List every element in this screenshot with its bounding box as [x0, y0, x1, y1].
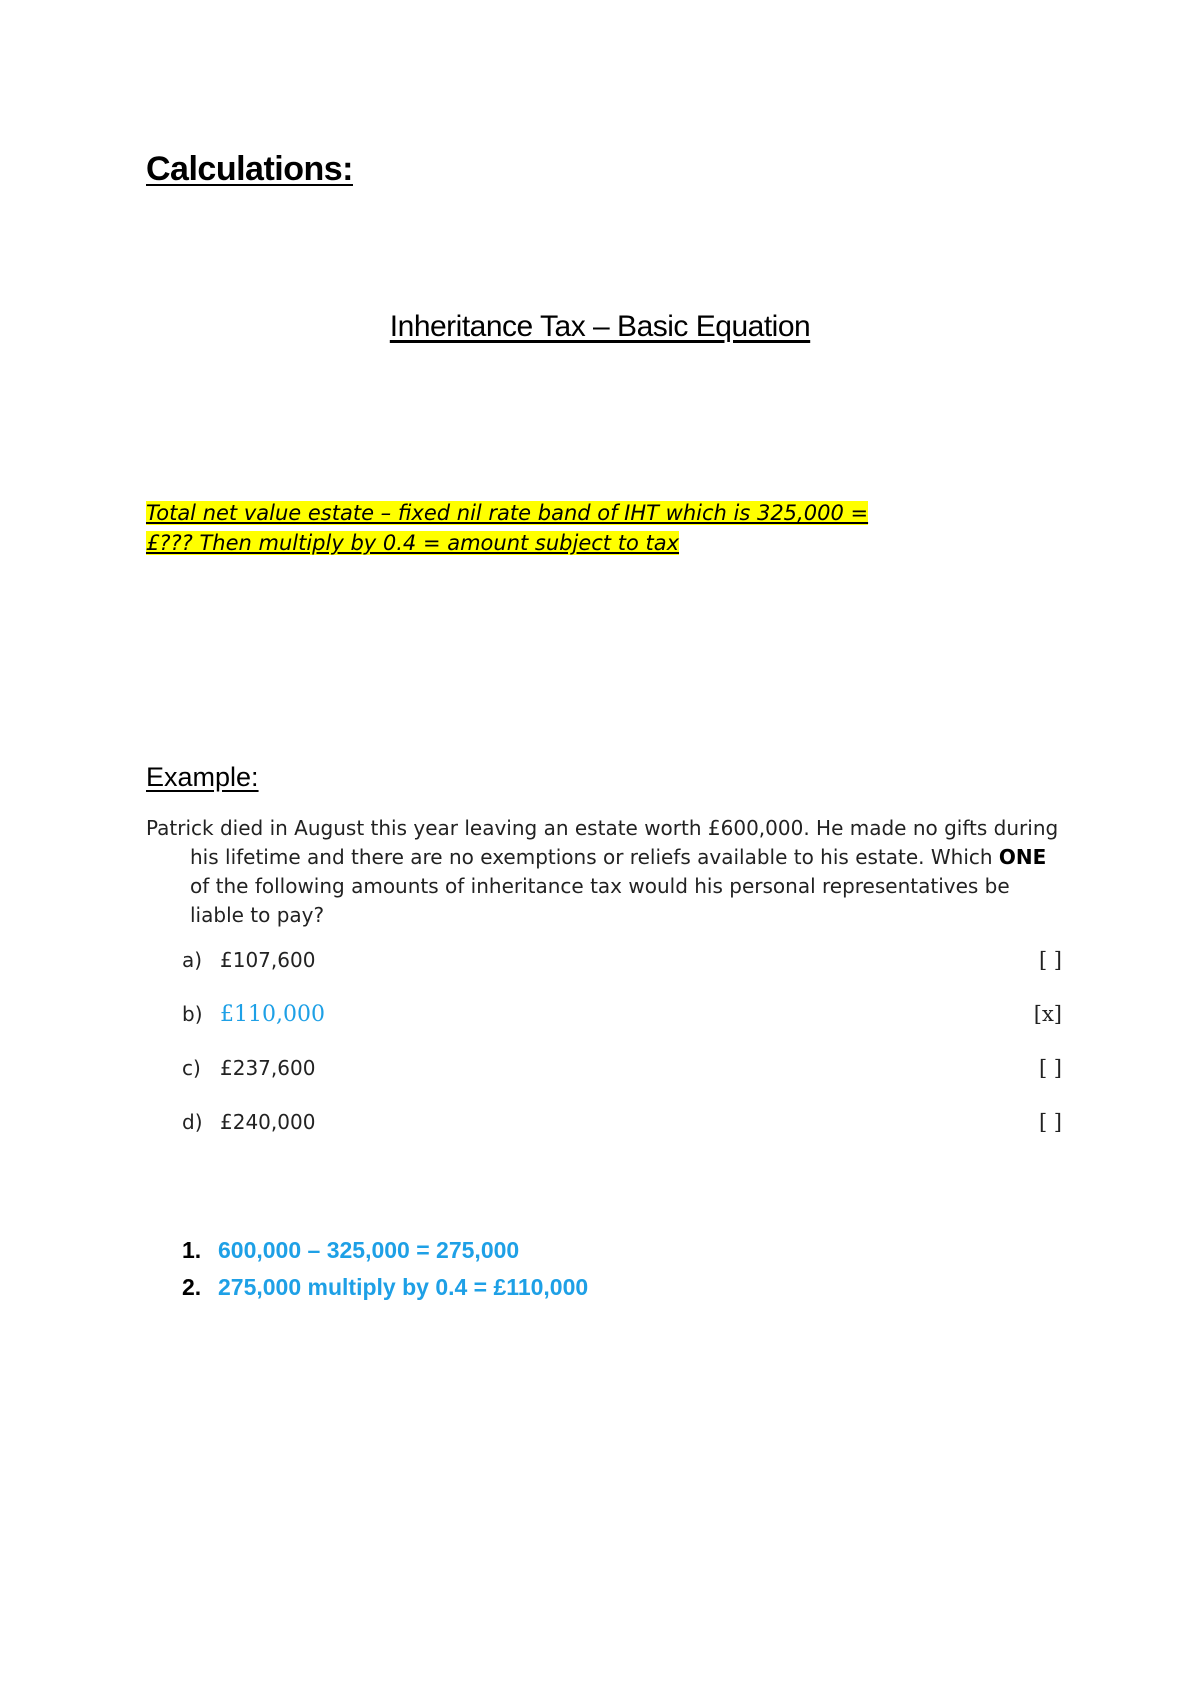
- option-value: £237,600: [220, 1056, 316, 1080]
- option-b: [182, 999, 1062, 1053]
- question-emphasis: ONE: [998, 845, 1047, 869]
- option-value: £240,000: [220, 1110, 316, 1134]
- option-letter: d): [182, 1110, 203, 1134]
- option-a: [182, 945, 1062, 999]
- page-title: Calculations:: [146, 150, 353, 188]
- step-text: 275,000 multiply by 0.4 = £110,000: [218, 1274, 589, 1300]
- option-value-correct: £110,000: [220, 1002, 325, 1027]
- option-value: £107,600: [220, 948, 316, 972]
- calculation-step: [182, 1232, 588, 1269]
- option-c: [182, 1053, 1062, 1107]
- formula-line-2: £??? Then multiply by 0.4 = amount subject to tax: [146, 531, 680, 555]
- calculation-step: [182, 1269, 588, 1306]
- section-title: Inheritance Tax – Basic Equation: [389, 310, 811, 343]
- step-number: 2.: [182, 1274, 202, 1300]
- calculation-steps: [182, 1232, 588, 1306]
- question-text: [146, 814, 1066, 930]
- option-letter: a): [182, 948, 203, 972]
- example-heading: Example:: [146, 762, 259, 792]
- option-checkbox: [ ]: [1038, 1110, 1062, 1134]
- option-letter: c): [182, 1056, 201, 1080]
- step-number: 1.: [182, 1237, 202, 1263]
- option-letter: b): [182, 1002, 203, 1026]
- formula-text: [146, 498, 1046, 558]
- option-checkbox: [ ]: [1038, 1056, 1062, 1080]
- option-checkbox-checked: [x]: [1033, 1002, 1062, 1026]
- question-part-2: of the following amounts of inheritance tax would his personal representatives be liable to pay?: [190, 874, 1010, 927]
- step-text: 600,000 – 325,000 = 275,000: [218, 1237, 520, 1263]
- option-checkbox: [ ]: [1038, 948, 1062, 972]
- question-part-1: Patrick died in August this year leaving an estate worth £600,000. He made no gifts during his lifetime and there are no exemptions or reliefs available to his estate. Which: [146, 816, 1059, 869]
- option-d: [182, 1107, 1062, 1161]
- answer-options: [182, 945, 1062, 1161]
- formula-line-1: Total net value estate – fixed nil rate band of IHT which is 325,000 =: [146, 501, 869, 525]
